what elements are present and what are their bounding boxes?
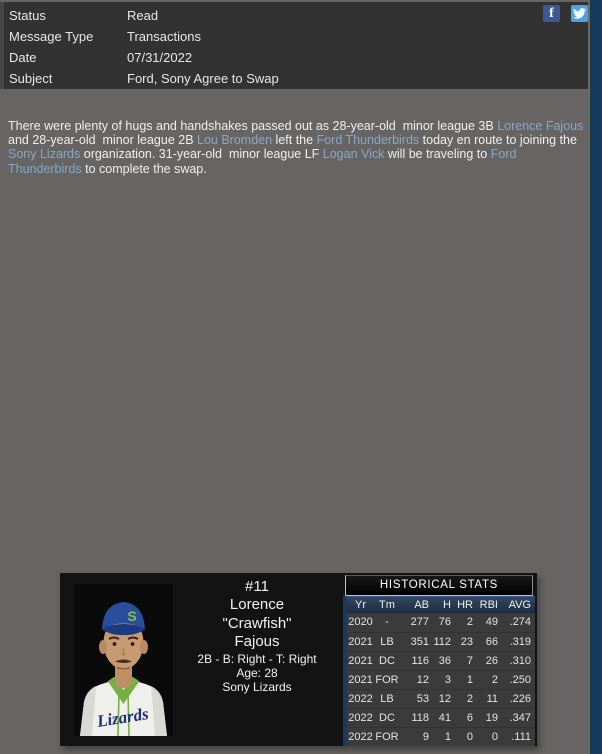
date-value: 07/31/2022 xyxy=(127,50,193,65)
stat-cell: FOR xyxy=(375,674,399,686)
stat-cell: 23 xyxy=(460,636,473,648)
svg-text:Lizards: Lizards xyxy=(95,704,150,731)
stat-cell: 12 xyxy=(416,674,429,686)
stat-col-header: AB xyxy=(414,599,429,611)
stat-cell: .347 xyxy=(509,712,531,724)
date-label: Date xyxy=(9,50,37,65)
facebook-icon[interactable]: f xyxy=(543,5,560,22)
stat-cell: 2022 xyxy=(348,731,373,743)
stat-cell: .250 xyxy=(509,674,531,686)
stat-cell: 0 xyxy=(491,731,498,743)
article-text-segment: organization. 31-year-old minor league LF xyxy=(80,147,323,162)
social-share xyxy=(543,5,588,22)
stat-cell: 53 xyxy=(416,693,429,705)
player-info xyxy=(172,578,342,695)
article-body xyxy=(8,119,587,177)
subject-label: Subject xyxy=(9,71,53,86)
stat-col-header: Tm xyxy=(379,599,395,611)
stat-cell: 2 xyxy=(491,674,498,686)
message-type-label: Message Type xyxy=(9,29,94,44)
stat-cell: 351 xyxy=(410,636,429,648)
stat-col-header: H xyxy=(443,599,451,611)
player-position-line: 2B - B: Right - T: Right xyxy=(197,651,317,666)
article-text-segment: left the xyxy=(272,132,317,147)
stat-cell: .274 xyxy=(509,616,531,628)
svg-text:S: S xyxy=(127,608,137,624)
stat-cell: 112 xyxy=(433,636,451,648)
historical-stats-table xyxy=(343,596,535,746)
stat-row xyxy=(347,651,535,670)
stat-cell: 49 xyxy=(485,616,498,628)
stat-cell: LB xyxy=(380,693,394,705)
stat-cell: 3 xyxy=(444,674,451,686)
article-entity-link[interactable]: Ford Thunderbirds xyxy=(316,132,420,147)
stat-cell: 2021 xyxy=(348,655,373,667)
stat-cell: - xyxy=(385,616,389,628)
player-first-name: Lorence xyxy=(229,596,285,614)
stat-cell: 2022 xyxy=(348,693,373,705)
article-entity-link[interactable]: Sony Lizards xyxy=(8,147,81,162)
stat-row xyxy=(347,727,535,746)
stat-col-header: HR xyxy=(457,599,473,611)
stats-rows xyxy=(347,613,535,746)
historical-stats-header-button[interactable]: HISTORICAL STATS xyxy=(345,575,533,596)
player-last-name: Fajous xyxy=(234,633,280,651)
stat-cell: 9 xyxy=(422,731,429,743)
stat-cell: 2022 xyxy=(348,712,373,724)
article-text-segment: There were plenty of hugs and handshakes passed out as 28-year-old minor league 3B xyxy=(8,118,498,133)
article-text-segment: today en route to joining the xyxy=(419,132,581,147)
stat-cell: LB xyxy=(380,636,394,648)
twitter-bird-icon xyxy=(573,8,586,19)
stat-cell: FOR xyxy=(375,731,399,743)
player-card[interactable] xyxy=(60,573,537,746)
stat-cell: DC xyxy=(379,712,395,724)
article-entity-link[interactable]: Lou Bromden xyxy=(197,132,273,147)
header-row-subject xyxy=(4,68,588,89)
twitter-icon[interactable] xyxy=(571,5,588,22)
stat-cell: 36 xyxy=(438,655,451,667)
article-entity-link[interactable]: Ford Thunderbirds xyxy=(8,147,520,176)
stat-cell: 116 xyxy=(411,655,429,667)
stat-cell: 277 xyxy=(410,616,429,628)
stat-cell: .319 xyxy=(509,636,531,648)
player-portrait xyxy=(74,584,173,736)
stat-cell: 1 xyxy=(444,731,451,743)
player-number: #11 xyxy=(245,578,269,595)
stat-cell: 2020 xyxy=(348,616,373,628)
message-header xyxy=(4,2,588,89)
player-team-line: Sony Lizards xyxy=(222,680,292,695)
player-nickname: "Crawfish" xyxy=(222,614,292,632)
article-text-segment: to complete the swap. xyxy=(81,161,207,176)
stat-cell: 26 xyxy=(485,655,498,667)
stat-cell: 6 xyxy=(466,712,473,724)
stat-cell: 1 xyxy=(466,674,473,686)
stat-cell: 0 xyxy=(466,731,473,743)
stat-row xyxy=(347,670,535,689)
stat-col-header: AVG xyxy=(508,599,531,611)
header-row-status xyxy=(4,5,588,26)
stat-cell: 118 xyxy=(411,712,429,724)
stat-cell: 66 xyxy=(485,636,498,648)
stat-cell: 2 xyxy=(466,693,473,705)
status-label: Status xyxy=(9,8,46,23)
stat-cell: 2021 xyxy=(348,674,373,686)
stat-row xyxy=(347,613,535,632)
stat-row xyxy=(347,708,535,727)
historical-stats-panel xyxy=(343,575,535,746)
stat-cell: 19 xyxy=(485,712,498,724)
stat-row xyxy=(347,632,535,651)
stat-cell: 2021 xyxy=(348,636,373,648)
player-age-line: Age: 28 xyxy=(236,665,278,680)
stat-cell: 2 xyxy=(466,616,473,628)
stat-row xyxy=(347,689,535,708)
stat-cell: .111 xyxy=(511,731,531,743)
stat-cell: 7 xyxy=(466,655,473,667)
stats-column-headers xyxy=(347,596,535,613)
stat-col-header: RBI xyxy=(479,599,498,611)
article-entity-link[interactable]: Lorence Fajous xyxy=(497,118,584,133)
article-text-segment: and 28-year-old minor league 2B xyxy=(8,118,587,147)
stat-cell: DC xyxy=(379,655,395,667)
header-row-date xyxy=(4,47,588,68)
stat-cell: .226 xyxy=(509,693,531,705)
stat-cell: 11 xyxy=(486,693,498,705)
status-value: Read xyxy=(127,8,159,23)
stat-col-header: Yr xyxy=(355,599,366,611)
subject-value: Ford, Sony Agree to Swap xyxy=(127,71,279,86)
article-text-segment: will be traveling to xyxy=(384,147,491,162)
article-entity-link[interactable]: Logan Vick xyxy=(322,147,385,162)
stat-cell: 12 xyxy=(438,693,451,705)
message-type-value: Transactions xyxy=(127,29,201,44)
window-right-border xyxy=(588,0,602,754)
stat-cell: .310 xyxy=(509,655,531,667)
stat-cell: 41 xyxy=(438,712,451,724)
stat-cell: 76 xyxy=(438,616,451,628)
header-row-message-type xyxy=(4,26,588,47)
